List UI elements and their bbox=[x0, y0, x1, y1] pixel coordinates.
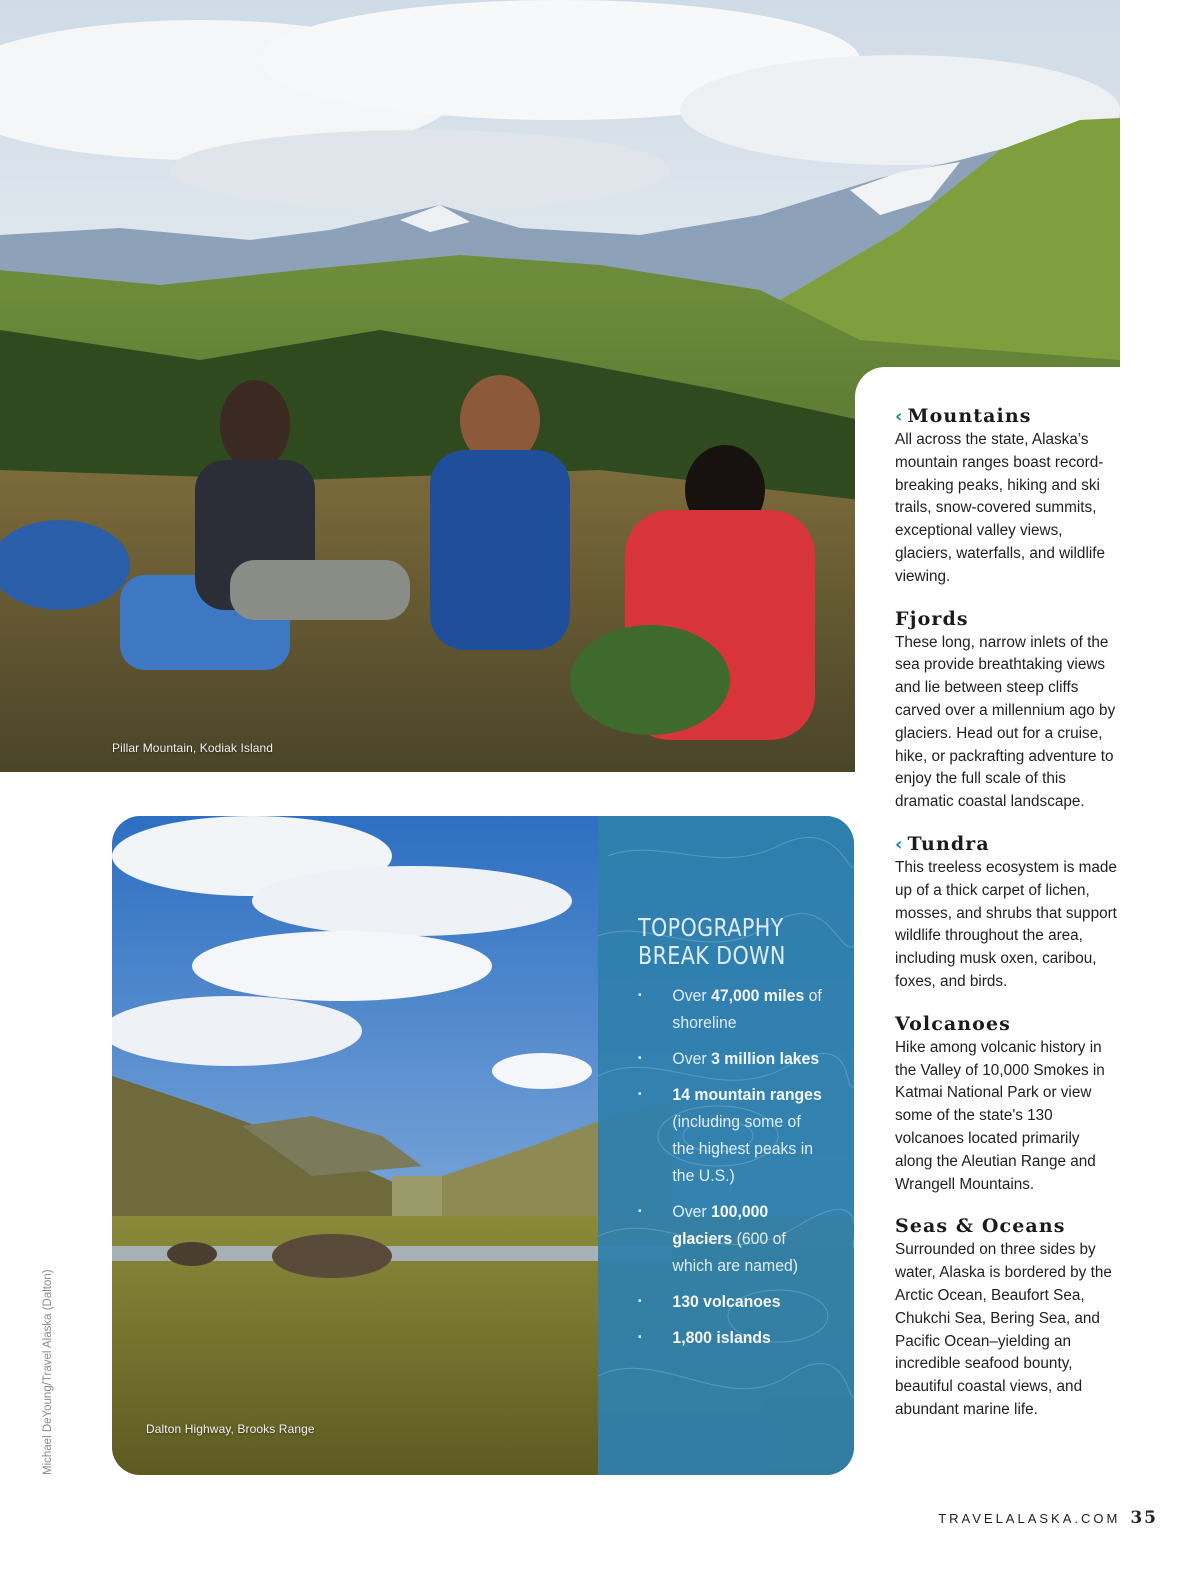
top-photo-caption: Pillar Mountain, Kodiak Island bbox=[112, 741, 274, 755]
section-title: Fjords bbox=[895, 607, 969, 630]
photo-credit: Michael DeYoung/Travel Alaska (Dalton) bbox=[42, 1269, 54, 1475]
topography-box bbox=[598, 816, 854, 1475]
fact-item: ▪ Over 100,000 glaciers (600 of which are named) bbox=[638, 1198, 824, 1279]
section-tundra bbox=[895, 833, 1120, 994]
bottom-photo-caption: Dalton Highway, Brooks Range bbox=[146, 1422, 315, 1436]
section-body: Hike among volcanic history in the Valley of 10,000 Smokes in Katmai National Park or view some of the state's 130 volcanoes located primarily along the Aleutian Range and Wrangell Mountains. bbox=[895, 1038, 1105, 1193]
chevron-left-icon: ‹ bbox=[895, 406, 904, 427]
valley-photo-card bbox=[112, 816, 854, 1475]
section-body: All across the state, Alaska’s mountain ranges boast record-breaking peaks, hiking and ski trails, snow-covered summits, exceptional valley views, glaciers, waterfalls, and wildlife viewing. bbox=[895, 431, 1105, 585]
section-volcanoes bbox=[895, 1013, 1120, 1197]
landform-sections bbox=[895, 405, 1120, 1441]
section-seas-oceans bbox=[895, 1215, 1120, 1421]
section-title: Volcanoes bbox=[895, 1012, 1011, 1035]
section-body: These long, narrow inlets of the sea provide breathtaking views and lie between steep cliffs carved over a millennium ago by glaciers. Head out for a cruise, hike, or packrafting adventure to enjoy the full scale of this dramatic coastal landscape. bbox=[895, 633, 1116, 811]
page-number: 35 bbox=[1130, 1508, 1158, 1528]
section-title: Tundra bbox=[907, 832, 990, 855]
fact-item: ▪ 14 mountain ranges (including some of the highest peaks in the U.S.) bbox=[638, 1081, 824, 1189]
topography-title bbox=[638, 914, 786, 970]
page-footer bbox=[938, 1508, 1158, 1528]
section-mountains bbox=[895, 405, 1120, 589]
section-title: Mountains bbox=[907, 405, 1032, 427]
footer-site-link[interactable]: TRAVELALASKA.COM bbox=[938, 1511, 1121, 1526]
fact-item: ▪ Over 3 million lakes bbox=[638, 1045, 824, 1072]
section-title: Seas & Oceans bbox=[895, 1215, 1066, 1238]
section-body: This treeless ecosystem is made up of a thick carpet of lichen, mosses, and shrubs that support wildlife throughout the area, including musk oxen, caribou, foxes, and birds. bbox=[895, 858, 1117, 990]
fact-item: ▪ 130 volcanoes bbox=[638, 1288, 824, 1315]
section-fjords bbox=[895, 608, 1120, 814]
chevron-left-icon: ‹ bbox=[895, 833, 904, 855]
fact-item: ▪ Over 47,000 miles of shoreline bbox=[638, 982, 824, 1036]
title-line-1: TOPOGRAPHY bbox=[638, 913, 784, 942]
section-body: Surrounded on three sides by water, Alaska is bordered by the Arctic Ocean, Beaufort Sea, Chukchi Sea, Bering Sea, and Pacific Ocean–yielding an incredible seafood bounty, beautiful coastal views, and abundant marine life. bbox=[895, 1241, 1112, 1418]
fact-item: ▪ 1,800 islands bbox=[638, 1324, 824, 1351]
topography-facts bbox=[638, 982, 838, 1360]
title-line-2: BREAK DOWN bbox=[638, 941, 786, 970]
